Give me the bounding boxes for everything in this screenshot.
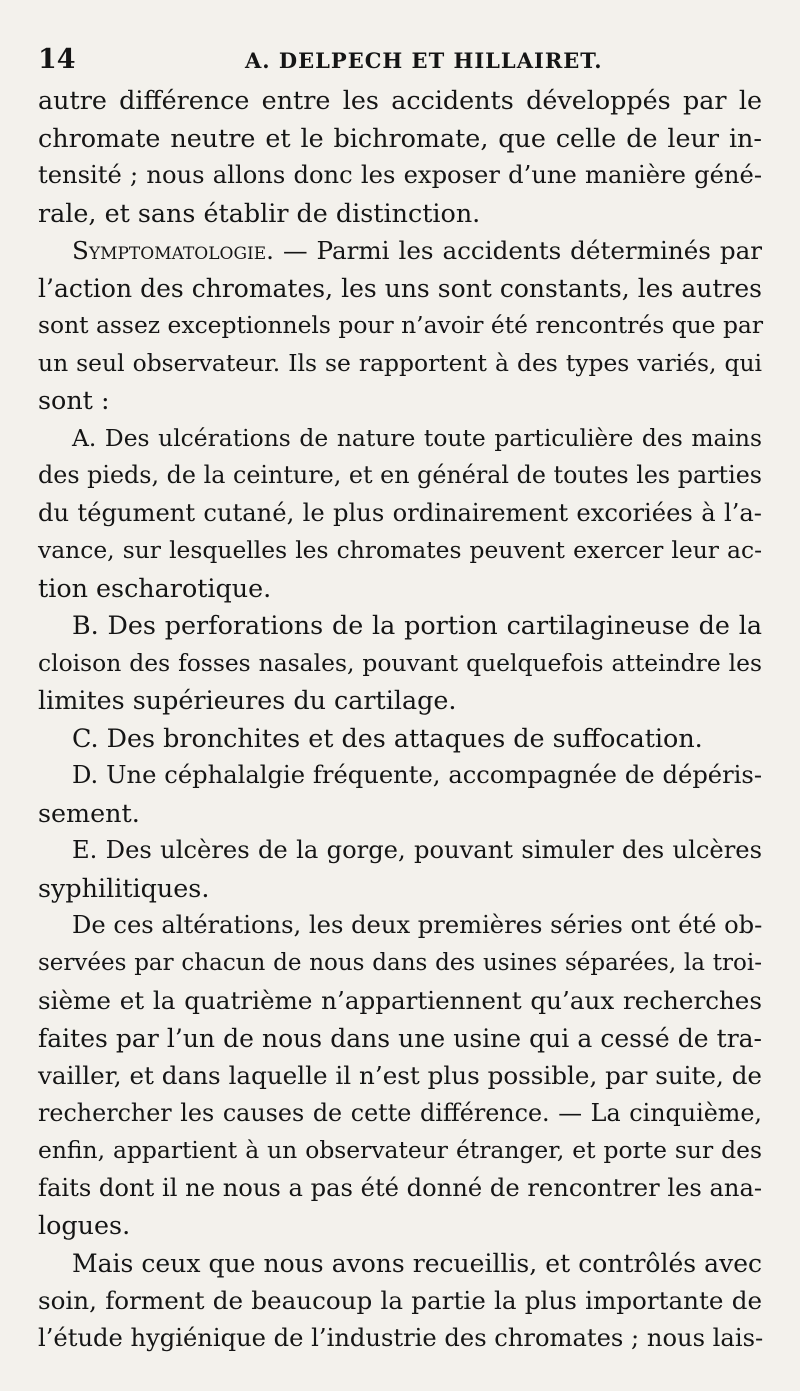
text-line: faits dont il ne nous a pas été donné de rencontrer les ana- [38,1173,763,1202]
text-line: un seul observateur. Ils se rapportent à des types variés, qui [38,348,762,377]
text-line: vailler, et dans laquelle il n’est plus possible, par suite, de [38,1061,762,1090]
section-heading: Symptomatologie. [72,236,274,265]
text-line: rechercher les causes de cette différence. — La cinquième, [38,1098,762,1127]
text-line: limites supérieures du cartilage. [38,685,457,715]
page-body [38,82,762,1357]
text-line: enfin, appartient à un observateur étranger, et porte sur des [38,1136,762,1164]
text-line: servées par chacun de nous dans des usines séparées, la troi- [38,949,762,976]
text-line: chromate neutre et le bichromate, que celle de leur in- [38,122,762,153]
list-item-c: C. Des bronchites et des attaques de suffocation. [72,722,703,753]
text-line: rale, et sans établir de distinction. [38,197,481,228]
list-item-e: E. Des ulcères de la gorge, pouvant simuler des ulcères [72,836,762,864]
running-head: A. DELPECH ET HILLAIRET. [245,48,603,73]
text-line: du tégument cutané, le plus ordinairement excoriées à l’a- [38,498,762,527]
text-line: sième et la quatrième n’appartiennent qu’aux recherches [38,986,762,1015]
list-item-d: D. Une céphalalgie fréquente, accompagnée de dépéris- [72,761,762,789]
text-line: tion escharotique. [38,572,272,603]
text-line: autre différence entre les accidents développés par le [38,85,762,115]
text-line: sont assez exceptionnels pour n’avoir été rencontrés que par [38,311,764,339]
text-line: syphilitiques. [38,872,210,903]
text-line: soin, forment de beaucoup la partie la plus importante de [38,1286,762,1315]
paragraph-line: Mais ceux que nous avons recueillis, et contrôlés avec [72,1248,762,1278]
text-line: faites par l’un de nous dans une usine qui a cessé de tra- [38,1023,762,1053]
list-item-a: A. Des ulcérations de nature toute particulière des mains [72,423,762,452]
page-number: 14 [38,44,76,75]
text-line: des pieds, de la ceinture, et en général de toutes les parties [38,461,762,489]
section-heading-line: Symptomatologie. — Parmi les accidents déterminés par [72,236,762,265]
text-line: sement. [38,797,140,828]
text-line: l’action des chromates, les uns sont constants, les autres [38,273,762,303]
text-line: tensité ; nous allons donc les exposer d’une manière géné- [38,161,762,189]
text-line: vance, sur lesquelles les chromates peuvent exercer leur ac- [38,536,762,564]
text-line: logues. [38,1210,131,1240]
page-header [0,42,800,82]
list-item-b: B. Des perforations de la portion cartilagineuse de la [72,610,762,640]
text-line: sont : [38,385,110,415]
text-line: l’étude hygiénique de l’industrie des chromates ; nous lais- [38,1323,764,1352]
paragraph-line: De ces altérations, les deux premières séries ont été ob- [72,911,763,939]
text-line: cloison des fosses nasales, pouvant quelquefois atteindre les [38,648,762,677]
